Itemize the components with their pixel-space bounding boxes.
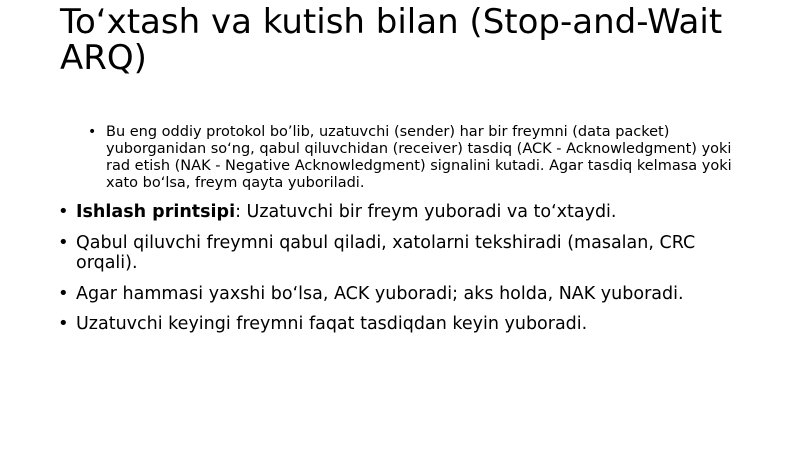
bullet-text: : Uzatuvchi bir freym yuboradi va to‘xtaydi. xyxy=(235,202,617,222)
bullet-dot-icon: • xyxy=(58,282,69,304)
bullet-dot-icon: • xyxy=(58,201,69,222)
bullet-item-next-frame xyxy=(58,314,758,335)
bullet-text: Qabul qiluvchi freymni qabul qiladi, xatolarni tekshiradi (masalan, CRC orqali). xyxy=(76,232,696,273)
bullet-dot-icon: • xyxy=(88,124,97,140)
bullet-item-ack-nak xyxy=(58,284,758,305)
bullet-list xyxy=(58,124,758,345)
bullet-bold-label: Ishlash printsipi xyxy=(76,202,236,222)
bullet-text: Bu eng oddiy protokol bo’lib, uzatuvchi (sender) har bir freymni (data packet) yuborganidan so‘ng, qabul qiluvchidan (receiver) tasdiq (ACK - Acknowledgment) yoki rad etish (NAK - Negative Acknowledgment) signalini kutadi. Agar tasdiq kelmasa yoki xato bo‘lsa, freym qayta yuboriladi. xyxy=(106,124,732,191)
bullet-text: Uzatuvchi keyingi freymni faqat tasdiqdan keyin yuboradi. xyxy=(76,314,588,334)
slide-title: To‘xtash va kutish bilan (Stop-and-Wait ARQ) xyxy=(60,2,723,78)
bullet-text: Agar hammasi yaxshi bo‘lsa, ACK yuboradi; aks holda, NAK yuboradi. xyxy=(76,283,684,304)
bullet-dot-icon: • xyxy=(58,313,69,334)
bullet-dot-icon: • xyxy=(58,231,69,253)
bullet-item-intro xyxy=(58,124,758,192)
bullet-item-principle xyxy=(58,202,758,223)
bullet-item-receiver xyxy=(58,233,758,274)
